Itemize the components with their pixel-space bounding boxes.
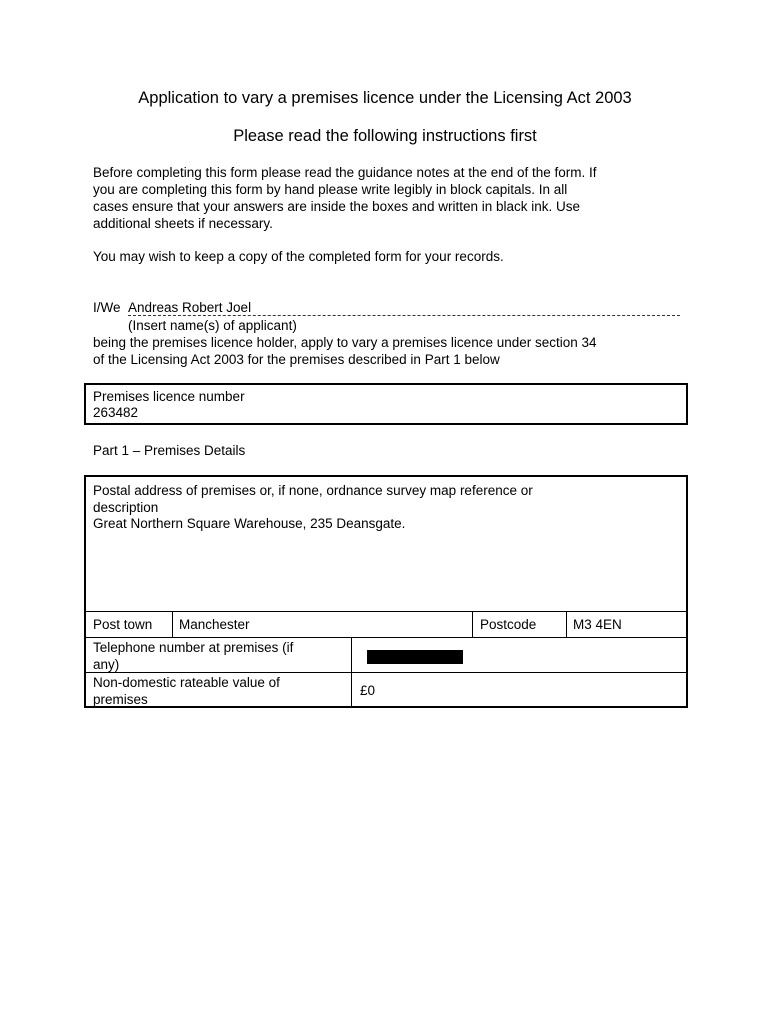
- column-divider: [172, 611, 173, 637]
- address-label-line: Postal address of premises or, if none, ordnance survey map reference or: [93, 483, 533, 498]
- instructions-line: you are completing this form by hand please write legibly in block capitals. In all: [93, 182, 568, 197]
- statement-line: of the Licensing Act 2003 for the premises described in Part 1 below: [93, 352, 500, 367]
- instructions-line: additional sheets if necessary.: [93, 216, 273, 231]
- row-divider: [86, 611, 686, 612]
- row-divider: [86, 637, 686, 638]
- part1-heading: Part 1 – Premises Details: [93, 443, 246, 458]
- postcode-field[interactable]: M3 4EN: [573, 617, 622, 632]
- telephone-label-line: Telephone number at premises (if: [93, 640, 294, 655]
- licence-number-field[interactable]: 263482: [93, 405, 139, 420]
- rateable-value-field[interactable]: £0: [360, 683, 376, 698]
- address-field[interactable]: Great Northern Square Warehouse, 235 Deansgate.: [93, 516, 406, 531]
- telephone-label-line: any): [93, 656, 120, 672]
- applicant-prefix: I/We: [93, 300, 121, 315]
- form-title: Application to vary a premises licence under the Licensing Act 2003: [138, 89, 632, 107]
- applicant-statement: [93, 334, 693, 368]
- premises-details-table: [84, 475, 688, 708]
- statement-line: being the premises licence holder, apply to vary a premises licence under section 34: [93, 335, 597, 350]
- post-town-label: Post town: [93, 617, 153, 632]
- licence-number-box: [84, 383, 688, 425]
- address-label-line: description: [93, 499, 159, 515]
- address-label: [93, 483, 533, 516]
- postcode-label: Postcode: [480, 617, 537, 632]
- applicant-name-underline: [128, 315, 680, 316]
- rateable-value-label: [93, 675, 280, 708]
- instructions-line: cases ensure that your answers are inside the boxes and written in black ink. Use: [93, 199, 581, 214]
- row-divider: [86, 672, 686, 673]
- instructions-paragraph: [93, 164, 693, 232]
- records-note: You may wish to keep a copy of the completed form for your records.: [93, 249, 504, 264]
- column-divider: [472, 611, 473, 637]
- rateable-value-label-line: premises: [93, 691, 148, 707]
- post-town-field[interactable]: Manchester: [179, 617, 250, 632]
- column-divider: [566, 611, 567, 637]
- telephone-label: [93, 640, 293, 673]
- form-subtitle: Please read the following instructions first: [233, 127, 537, 145]
- instructions-line: Before completing this form please read the guidance notes at the end of the form. If: [93, 165, 597, 180]
- rateable-value-label-line: Non-domestic rateable value of: [93, 675, 280, 690]
- redacted-telephone-field[interactable]: [367, 650, 463, 664]
- applicant-name-field[interactable]: Andreas Robert Joel: [128, 300, 252, 315]
- applicant-hint: (Insert name(s) of applicant): [128, 318, 297, 333]
- licence-number-label: Premises licence number: [93, 389, 245, 404]
